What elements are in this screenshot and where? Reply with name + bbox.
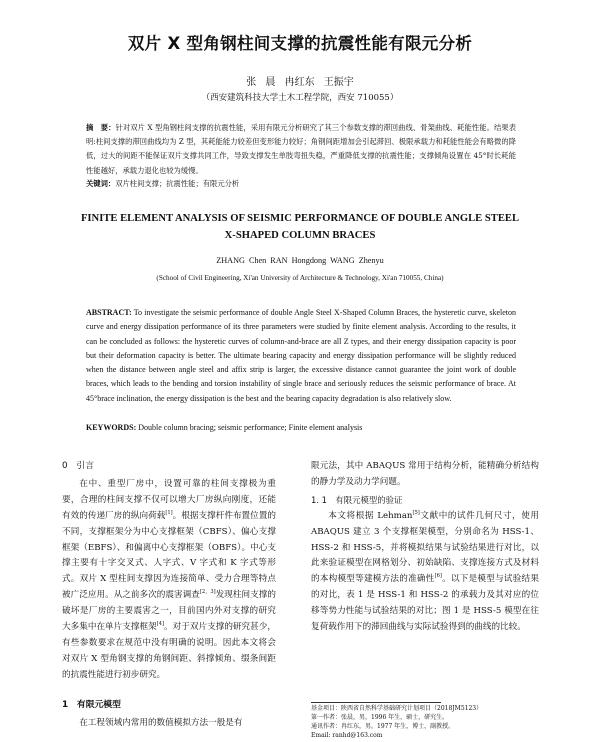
keywords-en-text: Double column bracing; seismic performance; Finite element analysis (138, 423, 363, 432)
paper-title-cn: 双片 X 型角钢柱间支撑的抗震性能有限元分析 (127, 34, 473, 53)
affiliation-en: (School of Civil Engineering, Xi'an University of Architecture & Technology, Xi'an 710055, China) (156, 274, 444, 282)
keywords-cn (86, 179, 516, 189)
body-right-column (311, 459, 539, 636)
abstract-en-label: ABSTRACT: (86, 308, 132, 317)
abstract-en (86, 306, 516, 406)
section-0-text-c: 发现柱间支撑的破坏是厂房的主要震害之一，目前国内外对支撑的研究大多集中在单片支撑框架 (62, 590, 276, 633)
subsection-1-1-heading: 1. 1 有限元模型的验证 (311, 494, 403, 505)
citation-2-3: [2，3] (199, 589, 216, 596)
section-0-paragraph (62, 477, 276, 684)
paper-title-en-line2: X-SHAPED COLUMN BRACES (224, 230, 376, 241)
section-0-heading: 0 引言 (62, 461, 94, 471)
abstract-en-text: To investigate the seismic performance of double Angle Steel X-Shaped Column Braces, the hysteretic curve, skeleton curve and energy dissipation performance of its three parameters were studied by finite element analysis. According to the results, it can be concluded as follows: the hysteretic curves of column-and-brace are all Z types, and their energy dissipation capacity is poor but their deformation capacity is better. The ultimate bearing capacity and energy dissipation performance will be slightly reduced when the distance between angle steel and affix strip is larger, the excessive distance cannot guarantee the joint work of double braces, which leads to the bending and torsion instability of single brace and seriously reduces the seismic performance of brace. At 45°brace inclination, the energy dissipation is the best and the bearing capacity degradation is also relatively slow. (86, 308, 516, 403)
authors-cn: 张 晨 冉红东 王振宇 (246, 77, 354, 88)
subsection-text-b: 文献中的试件几何尺寸，使用 ABAQUS 建立 3 个支撑框架模型，分别命名为 HSS-1、HSS-2 和 HSS-5，并将模拟结果与试验结果进行对比，以此来验证模型在网格划分、初始缺陷、支撑连接方式及材料的本构模型等建模方法的准确性 (311, 510, 539, 585)
section-0-text-a: 在中、重型厂房中，设置可靠的柱间支撑极为重要，合理的柱间支撑不仅可以增大厂房纵向刚度，还能有效的传递厂房的纵向荷载 (62, 478, 276, 521)
section-0-text-b: 。根据支撑杆件布置位置的不同，支撑框架分为中心支撑框架（CBFS）、偏心支撑框架（EBFS）、和偏离中心支撑框架（OBFS）。中心支撑主要有十字交叉式、人字式、V 字式和 K 字式等形式。双片 X 型柱间支撑因为连接简单、受力合理等特点被广泛应用。从之前多次的震害调查 (62, 510, 276, 601)
footnote-email: Email: ranhd@163.com (311, 732, 383, 739)
subsection-text-a: 本文将根据 Lehman (328, 510, 413, 521)
abstract-cn-text: 针对双片 X 型角钢柱间支撑的抗震性能，采用有限元分析研究了其三个参数支撑的滞回曲线、骨架曲线、耗能性能。结果表明:柱间支撑的滞回曲线均为 Z 型，其耗能能力较差但变形能力较好；角钢间距增加会引起滞回、极限承载力和耗能性能会有略微的降低，过大的间距不能保证双片支撑共同工作，导致支撑发生单肢弯扭失稳，严重降低支撑的抗震性能；支撑倾角设置在 45°时长耗能性能越好，承载力退化也较为缓慢。 (86, 123, 516, 175)
section-1-continued: 限元法，其中 ABAQUS 常用于结构分析，能精确分析结构的静力学及动力学问题。 (311, 461, 539, 487)
footnote-divider (311, 702, 441, 703)
keywords-en-label: KEYWORDS: (86, 423, 137, 432)
citation-1: [1] (165, 509, 173, 516)
subsection-1-1-paragraph (311, 509, 539, 636)
keywords-cn-label: 关键词： (86, 179, 116, 188)
keywords-cn-text: 双片柱间支撑；抗震性能；有限元分析 (115, 179, 240, 188)
citation-4: [4] (156, 621, 165, 628)
citation-6: [6] (434, 573, 442, 580)
citation-5: [5] (412, 509, 420, 516)
abstract-cn-label: 摘 要： (86, 123, 116, 132)
subsection-text-c: 。以下是模型与试验结果的对比，表 1 是 HSS-1 和 HSS-2 的承载力及其对应的位移等势力性能与试验结果的对比；图 1 是 HSS-5 模型在往复荷载作用下的滞回曲线与实际试验得到的曲线的比较。 (311, 574, 539, 633)
section-1-heading: 1 有限元模型 (62, 699, 121, 710)
section-gap (62, 684, 276, 698)
body-left-column (62, 459, 276, 732)
abstract-cn (86, 121, 516, 178)
paper-title-en-line1: FINITE ELEMENT ANALYSIS OF SEISMIC PERFORMANCE OF DOUBLE ANGLE STEEL (80, 213, 520, 224)
affiliation-cn: （西安建筑科技大学土木工程学院，西安 710055） (201, 93, 399, 103)
section-0-text-d: 。对于双片支撑的研究甚少，有些参数要求在规范中没有明确的说明。因此本文将会对双片 X 型角钢支撑的角钢间距、斜撑倾角、缀条间距的抗震性能进行初步研究。 (62, 622, 276, 680)
keywords-en (86, 423, 516, 432)
footnote-author1: 第一作者：张晨，男，1996 年生，硕士，研究生。 (311, 714, 449, 721)
paper-title-en (60, 210, 540, 244)
section-1-paragraph: 在工程领域内常用的数值模拟方法一般是有 (79, 717, 243, 728)
footnote-author2: 通讯作者：冉红东，男，1977 年生，博士，副教授。 (311, 723, 455, 730)
authors-en: ZHANG Chen RAN Hongdong WANG Zhenyu (216, 256, 384, 265)
footnote-fund: 基金项目：陕西省自然科学基础研究计划项目（2018JM5123） (311, 705, 483, 712)
